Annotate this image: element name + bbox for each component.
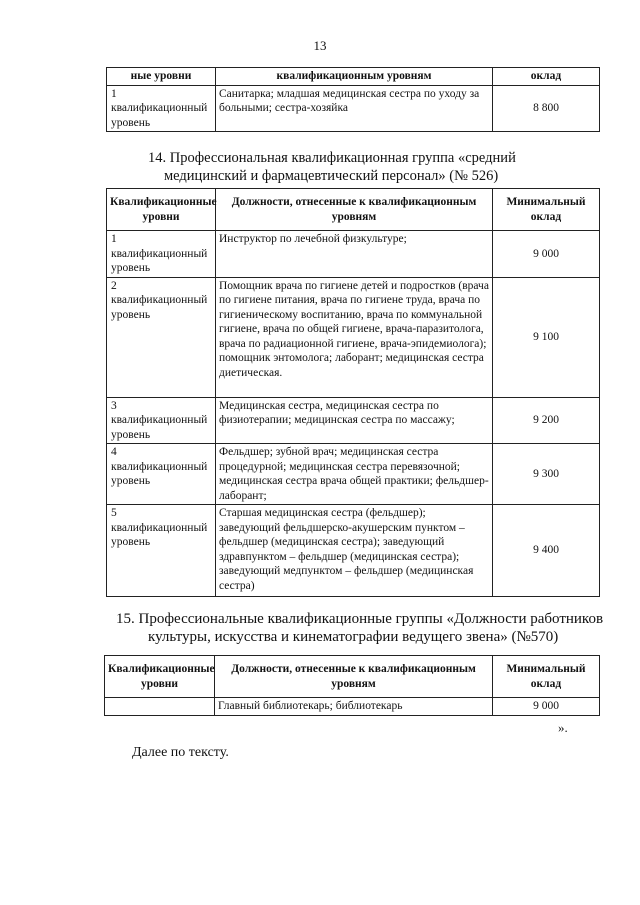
table-row xyxy=(107,85,600,132)
table-header-row xyxy=(107,68,600,86)
section-heading-line: 15. Профессиональные квалификационные группы «Должности работников xyxy=(116,611,604,627)
positions-cell: Фельдшер; зубной врач; медицинская сестра процедурной; медицинская сестра перевязочной; медицинская сестра врача общей практики; фельдшер-лаборант; xyxy=(216,444,493,505)
table-row xyxy=(107,505,600,597)
section-15-heading xyxy=(116,610,603,646)
page-number: 13 xyxy=(313,38,327,53)
column-header: Минимальный оклад xyxy=(493,656,600,698)
salary-cell: 9 300 xyxy=(493,444,600,505)
qualification-level-cell xyxy=(105,698,215,716)
table-section-14 xyxy=(106,188,600,597)
salary-cell: 9 400 xyxy=(493,505,600,597)
closing-quote-mark: ». xyxy=(558,720,568,735)
salary-cell: 9 000 xyxy=(493,698,600,716)
column-header: Квалификационные уровни xyxy=(105,656,215,698)
qualification-level-cell: 4 квалификационный уровень xyxy=(107,444,216,505)
table-section-15 xyxy=(104,655,600,716)
positions-cell: Медицинская сестра, медицинская сестра по физиотерапии; медицинская сестра по массажу; xyxy=(216,397,493,444)
salary-cell: 9 100 xyxy=(493,277,600,397)
salary-cell: 9 200 xyxy=(493,397,600,444)
column-header: квалификационным уровням xyxy=(216,68,493,86)
qualification-level-cell: 5 квалификационный уровень xyxy=(107,505,216,597)
section-heading-line: медицинский и фармацевтический персонал» (№ 526) xyxy=(164,168,499,184)
column-header: Должности, отнесенные к квалификационным уровням xyxy=(215,656,493,698)
further-text: Далее по тексту. xyxy=(132,745,229,760)
table-row xyxy=(105,698,600,716)
qualification-level-cell: 1 квалификационный уровень xyxy=(107,231,216,278)
section-heading-line: 14. Профессиональная квалификационная группа «средний xyxy=(148,150,516,166)
column-header: ные уровни xyxy=(107,68,216,86)
positions-cell: Санитарка; младшая медицинская сестра по уходу за больными; сестра-хозяйка xyxy=(216,85,493,132)
column-header: Должности, отнесенные к квалификационным уровням xyxy=(216,189,493,231)
section-heading-line: культуры, искусства и кинематографии ведущего звена» (№570) xyxy=(148,629,559,645)
salary-cell: 9 000 xyxy=(493,231,600,278)
positions-cell: Главный библиотекарь; библиотекарь xyxy=(215,698,493,716)
table-row xyxy=(107,444,600,505)
positions-cell: Инструктор по лечебной физкультуре; xyxy=(216,231,493,278)
qualification-level-cell: 2 квалификационный уровень xyxy=(107,277,216,397)
table-row xyxy=(107,397,600,444)
table-header-row xyxy=(107,189,600,231)
column-header: оклад xyxy=(493,68,600,86)
section-14-heading xyxy=(148,149,516,185)
positions-cell: Помощник врача по гигиене детей и подростков (врача по гигиене питания, врача по гигиене труда, врача по гигиеническому воспитанию, врача по коммунальной гигиене, врача по общей гигиене, врача-паразитолога, врача по радиационной гигиене, врача-эпидемиолога); помощник энтомолога; лаборант; медицинская сестра диетическая. xyxy=(216,277,493,397)
column-header: Минимальный оклад xyxy=(493,189,600,231)
salary-cell: 8 800 xyxy=(493,85,600,132)
table-header-row xyxy=(105,656,600,698)
column-header: Квалификационные уровни xyxy=(107,189,216,231)
positions-cell: Старшая медицинская сестра (фельдшер); заведующий фельдшерско-акушерским пунктом – фельдшер (медицинская сестра); заведующий здравпунктом – фельдшер (медицинская сестра); заведующий медпунктом – фельдшер (медицинская сестра) xyxy=(216,505,493,597)
table-continuation xyxy=(106,67,600,132)
table-row xyxy=(107,277,600,397)
table-row xyxy=(107,231,600,278)
qualification-level-cell: 1 квалификационный уровень xyxy=(107,85,216,132)
qualification-level-cell: 3 квалификационный уровень xyxy=(107,397,216,444)
